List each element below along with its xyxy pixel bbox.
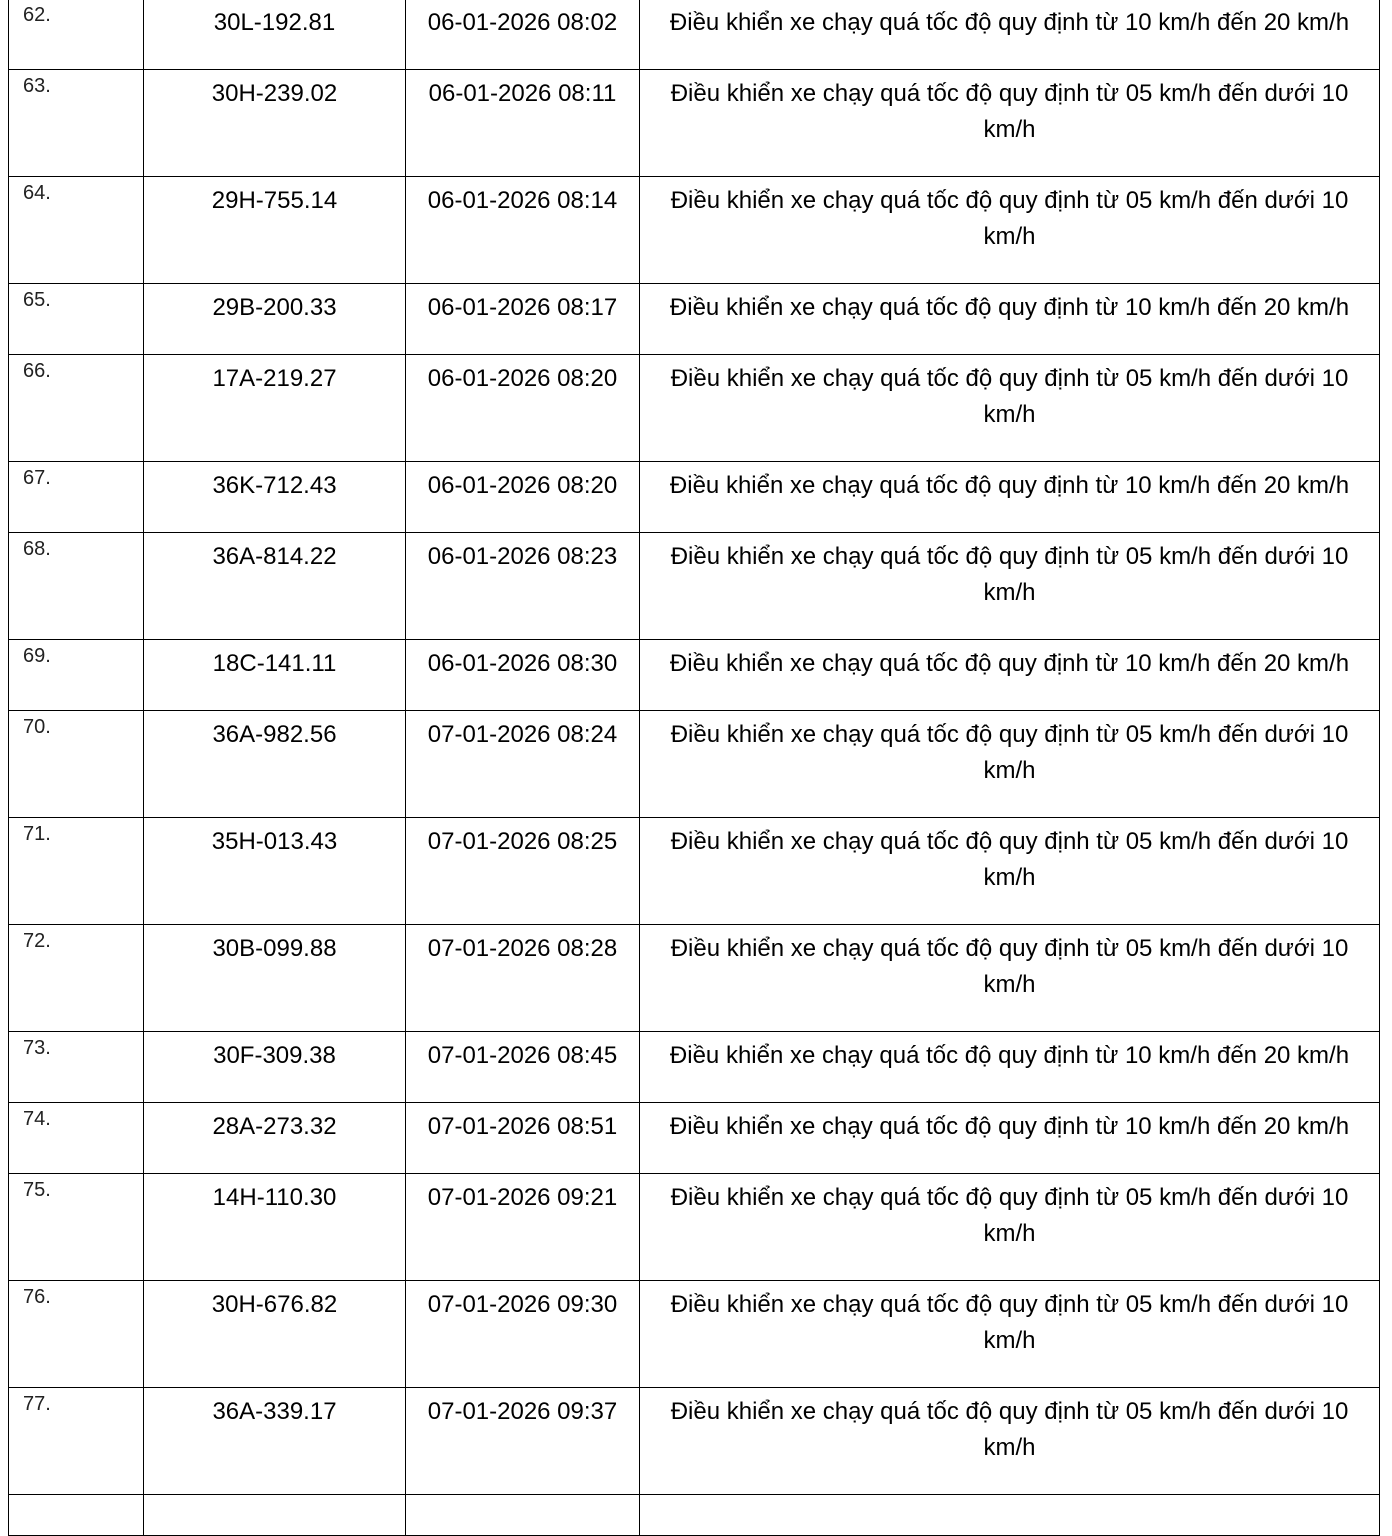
row-number: 76. (23, 1286, 51, 1308)
row-number: 69. (23, 645, 51, 667)
row-number-cell (9, 640, 144, 711)
violation-description: Điều khiển xe chạy quá tốc độ quy định từ 10 km/h đến 20 km/h (669, 9, 1350, 36)
violation-description: Điều khiển xe chạy quá tốc độ quy định từ 10 km/h đến 20 km/h (669, 650, 1350, 677)
table-row (9, 640, 1380, 711)
plate-cell (144, 711, 406, 818)
table-row (9, 818, 1380, 925)
time-cell (406, 1103, 640, 1174)
violation-cell (640, 0, 1380, 70)
violation-description: Điều khiển xe chạy quá tốc độ quy định từ 05 km/h đến dưới 10 km/h (670, 80, 1349, 143)
violation-description: Điều khiển xe chạy quá tốc độ quy định từ 05 km/h đến dưới 10 km/h (670, 1184, 1349, 1247)
row-number-cell (9, 284, 144, 355)
table-row (9, 711, 1380, 818)
time-cell (406, 1281, 640, 1388)
violation-cell (640, 284, 1380, 355)
time-cell (406, 818, 640, 925)
time-cell (406, 1032, 640, 1103)
row-number: 72. (23, 930, 51, 952)
violation-time: 06-01-2026 08:17 (427, 294, 618, 321)
license-plate: 36K-712.43 (212, 472, 337, 499)
violation-description: Điều khiển xe chạy quá tốc độ quy định từ 10 km/h đến 20 km/h (669, 294, 1350, 321)
time-cell (406, 0, 640, 70)
row-number-cell (9, 177, 144, 284)
time-cell (406, 355, 640, 462)
time-cell (406, 533, 640, 640)
violation-time: 07-01-2026 08:45 (427, 1042, 618, 1069)
violation-description: Điều khiển xe chạy quá tốc độ quy định từ 05 km/h đến dưới 10 km/h (670, 1398, 1349, 1461)
table-row (9, 177, 1380, 284)
violation-description: Điều khiển xe chạy quá tốc độ quy định từ 10 km/h đến 20 km/h (669, 1042, 1350, 1069)
violation-cell (640, 1103, 1380, 1174)
row-number-cell (9, 533, 144, 640)
row-number-cell (9, 818, 144, 925)
license-plate: 36A-814.22 (212, 543, 337, 570)
time-cell (406, 640, 640, 711)
time-cell (406, 284, 640, 355)
table-row-partial (9, 1495, 1380, 1536)
plate-cell (144, 640, 406, 711)
violation-cell (640, 462, 1380, 533)
violation-cell (640, 925, 1380, 1032)
violation-cell (640, 1388, 1380, 1495)
violation-time: 07-01-2026 08:24 (427, 721, 618, 748)
violations-table (8, 0, 1380, 1536)
plate-cell (144, 1388, 406, 1495)
row-number: 70. (23, 716, 51, 738)
row-number-cell (9, 925, 144, 1032)
violation-time: 07-01-2026 08:28 (427, 935, 618, 962)
violation-description: Điều khiển xe chạy quá tốc độ quy định từ 10 km/h đến 20 km/h (669, 1113, 1350, 1140)
row-number-cell (9, 462, 144, 533)
violation-description: Điều khiển xe chạy quá tốc độ quy định từ 05 km/h đến dưới 10 km/h (670, 721, 1349, 784)
violation-cell (640, 1174, 1380, 1281)
table-row (9, 1281, 1380, 1388)
license-plate: 14H-110.30 (212, 1184, 337, 1211)
violation-time: 06-01-2026 08:30 (427, 650, 618, 677)
violation-time: 07-01-2026 08:25 (427, 828, 618, 855)
row-number: 71. (23, 823, 51, 845)
plate-cell (144, 70, 406, 177)
violation-time: 06-01-2026 08:20 (427, 365, 618, 392)
plate-cell (144, 284, 406, 355)
violation-description: Điều khiển xe chạy quá tốc độ quy định từ 05 km/h đến dưới 10 km/h (670, 543, 1349, 606)
license-plate: 30L-192.81 (213, 9, 336, 36)
violation-description: Điều khiển xe chạy quá tốc độ quy định từ 05 km/h đến dưới 10 km/h (670, 1291, 1349, 1354)
row-number: 68. (23, 538, 51, 560)
violation-time: 07-01-2026 09:37 (427, 1398, 618, 1425)
row-number-cell (9, 0, 144, 70)
violation-cell (640, 70, 1380, 177)
time-cell (406, 70, 640, 177)
table-row (9, 533, 1380, 640)
table-row (9, 1032, 1380, 1103)
violation-description: Điều khiển xe chạy quá tốc độ quy định từ 05 km/h đến dưới 10 km/h (670, 935, 1349, 998)
violation-cell (640, 177, 1380, 284)
row-number-cell (9, 1495, 144, 1536)
license-plate: 30F-309.38 (213, 1042, 336, 1069)
time-cell (406, 1495, 640, 1536)
plate-cell (144, 1495, 406, 1536)
row-number: 67. (23, 467, 51, 489)
violation-cell (640, 1032, 1380, 1103)
row-number-cell (9, 70, 144, 177)
plate-cell (144, 925, 406, 1032)
table-row (9, 1103, 1380, 1174)
violation-cell (640, 711, 1380, 818)
violation-cell (640, 355, 1380, 462)
violation-cell (640, 640, 1380, 711)
plate-cell (144, 818, 406, 925)
time-cell (406, 711, 640, 818)
plate-cell (144, 533, 406, 640)
time-cell (406, 925, 640, 1032)
violation-time: 07-01-2026 09:30 (427, 1291, 618, 1318)
time-cell (406, 1174, 640, 1281)
time-cell (406, 177, 640, 284)
license-plate: 29B-200.33 (212, 294, 337, 321)
violation-description: Điều khiển xe chạy quá tốc độ quy định từ 05 km/h đến dưới 10 km/h (670, 365, 1349, 428)
license-plate: 36A-339.17 (212, 1398, 337, 1425)
plate-cell (144, 1032, 406, 1103)
violation-time: 06-01-2026 08:14 (427, 187, 618, 214)
license-plate: 30H-676.82 (211, 1291, 338, 1318)
row-number-cell (9, 711, 144, 818)
row-number: 65. (23, 289, 51, 311)
table-row (9, 1388, 1380, 1495)
row-number-cell (9, 1032, 144, 1103)
row-number: 64. (23, 182, 51, 204)
table-row (9, 284, 1380, 355)
row-number: 75. (23, 1179, 51, 1201)
row-number-cell (9, 355, 144, 462)
table-row (9, 1174, 1380, 1281)
violation-description: Điều khiển xe chạy quá tốc độ quy định từ 10 km/h đến 20 km/h (669, 472, 1350, 499)
table-row (9, 925, 1380, 1032)
table-row (9, 0, 1380, 70)
plate-cell (144, 177, 406, 284)
plate-cell (144, 0, 406, 70)
license-plate: 35H-013.43 (211, 828, 338, 855)
violation-cell (640, 1281, 1380, 1388)
table-row (9, 355, 1380, 462)
row-number: 73. (23, 1037, 51, 1059)
plate-cell (144, 1103, 406, 1174)
table-row (9, 462, 1380, 533)
time-cell (406, 462, 640, 533)
violation-time: 07-01-2026 09:21 (427, 1184, 618, 1211)
license-plate: 29H-755.14 (211, 187, 338, 214)
row-number-cell (9, 1103, 144, 1174)
row-number: 77. (23, 1393, 51, 1415)
violation-description: Điều khiển xe chạy quá tốc độ quy định từ 05 km/h đến dưới 10 km/h (670, 187, 1349, 250)
row-number-cell (9, 1281, 144, 1388)
license-plate: 36A-982.56 (212, 721, 337, 748)
violation-time: 06-01-2026 08:20 (427, 472, 618, 499)
table-row (9, 70, 1380, 177)
row-number: 74. (23, 1108, 51, 1130)
row-number: 63. (23, 75, 51, 97)
license-plate: 18C-141.11 (212, 650, 337, 677)
plate-cell (144, 1281, 406, 1388)
row-number-cell (9, 1174, 144, 1281)
violation-description: Điều khiển xe chạy quá tốc độ quy định từ 05 km/h đến dưới 10 km/h (670, 828, 1349, 891)
violation-cell (640, 533, 1380, 640)
plate-cell (144, 355, 406, 462)
time-cell (406, 1388, 640, 1495)
plate-cell (144, 462, 406, 533)
violation-time: 06-01-2026 08:11 (428, 80, 617, 107)
row-number: 66. (23, 360, 51, 382)
violation-time: 06-01-2026 08:23 (427, 543, 618, 570)
license-plate: 28A-273.32 (212, 1113, 337, 1140)
violation-time: 07-01-2026 08:51 (427, 1113, 618, 1140)
row-number: 62. (23, 4, 51, 26)
plate-cell (144, 1174, 406, 1281)
license-plate: 30B-099.88 (212, 935, 337, 962)
license-plate: 30H-239.02 (211, 80, 338, 107)
license-plate: 17A-219.27 (212, 365, 337, 392)
row-number-cell (9, 1388, 144, 1495)
violation-cell (640, 818, 1380, 925)
violation-cell (640, 1495, 1380, 1536)
violation-time: 06-01-2026 08:02 (427, 9, 618, 36)
